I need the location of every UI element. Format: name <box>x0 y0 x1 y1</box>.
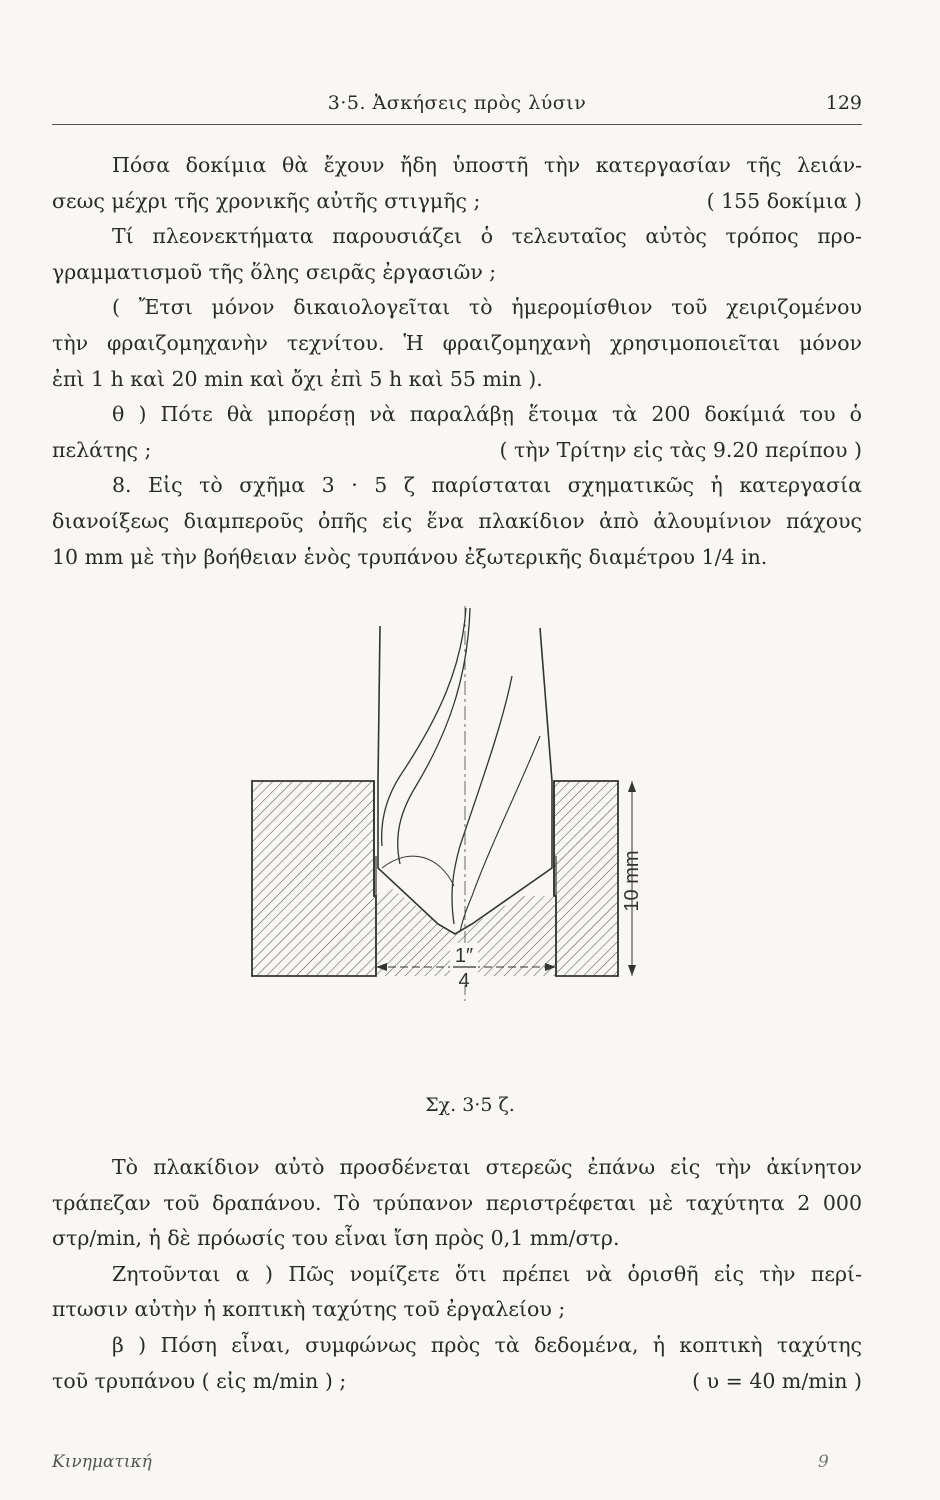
dimension-thickness: 10 mm <box>621 850 643 912</box>
text-line: σεως μέχρι τῆς χρονικῆς αὐτῆς στιγμῆς ; <box>52 188 481 213</box>
text-line: τοῦ τρυπάνου ( εἰς m/min ) ; <box>52 1368 347 1393</box>
footer-signature-mark: 9 <box>818 1452 829 1472</box>
text-block-bottom <box>52 1150 862 1399</box>
text-line: τὴν φραιζομηχανὴν τεχνίτου. Ἡ φραιζομηχανὴ χρησιμοποιεῖται μόνον <box>52 330 862 355</box>
text-line: πτωσιν αὐτὴν ἡ κοπτικὴ ταχύτης τοῦ ἐργαλείου ; <box>52 1297 566 1322</box>
text-line: Τὸ πλακίδιον αὐτὸ προσδένεται στερεῶς ἐπάνω εἰς τὴν ἀκίνητον <box>112 1155 862 1179</box>
answer-1: ( 155 δοκίμια ) <box>706 188 862 213</box>
answer-2: ( τὴν Τρίτην εἰς τὰς 9.20 περίπου ) <box>499 437 862 462</box>
figure-caption: Σχ. 3·5 ζ. <box>425 1094 515 1116</box>
text-line: γραμματισμοῦ τῆς ὅλης σειρᾶς ἐργασιῶν ; <box>52 259 497 284</box>
text-line: Πόσα δοκίμια θὰ ἔχουν ἤδη ὑποστῆ τὴν κατεργασίαν τῆς λειάν- <box>112 153 862 177</box>
aluminium-plate <box>252 781 376 976</box>
question-b: β ) Πόση εἶναι, συμφώνως πρὸς τὰ δεδομένα, ἡ κοπτικὴ ταχύτης <box>112 1332 862 1357</box>
dimension-fraction-denominator: 4 <box>458 970 470 992</box>
page-header <box>52 88 862 120</box>
text-line: πελάτης ; <box>52 437 152 462</box>
text-line: Τί πλεονεκτήματα παρουσιάζει ὁ τελευταῖος αὐτὸς τρόπος προ- <box>112 224 862 249</box>
text-line: 10 mm μὲ τὴν βοήθειαν ἑνὸς τρυπάνου ἐξωτερικῆς διαμέτρου 1/4 in. <box>52 544 768 569</box>
text-line-with-answer <box>52 184 862 220</box>
question-a: Ζητοῦνται α ) Πῶς νομίζετε ὅτι πρέπει νὰ ὁρισθῆ εἰς τὴν περί- <box>112 1261 862 1286</box>
exercise-8: 8. Εἰς τὸ σχῆμα 3 · 5 ζ παρίσταται σχηματικῶς ἡ κατεργασία <box>112 473 862 498</box>
page-number: 129 <box>825 92 862 114</box>
text-block-top <box>52 148 862 575</box>
text-line: ἐπὶ 1 h καὶ 20 min καὶ ὄχι ἐπὶ 5 h καὶ 55 min ). <box>52 366 543 391</box>
text-line-with-answer <box>52 1364 862 1400</box>
footer-book-title: Κινηματική <box>52 1452 152 1472</box>
aluminium-plate-right <box>554 781 618 976</box>
header-rule <box>52 124 862 125</box>
text-line: στρ/min, ἡ δὲ πρόωσίς του εἶναι ἴση πρὸς 0,1 mm/στρ. <box>52 1226 620 1251</box>
question-theta: θ ) Πότε θὰ μπορέσῃ νὰ παραλάβῃ ἕτοιμα τὰ 200 δοκίμιά του ὁ <box>112 402 862 427</box>
text-line-with-answer <box>52 433 862 469</box>
figure-drill-diagram <box>240 606 690 1006</box>
text-line: τράπεζαν τοῦ δραπάνου. Τὸ τρύπανον περιστρέφεται μὲ ταχύτητα 2 000 <box>52 1190 862 1215</box>
text-line: ( Ἔτσι μόνον δικαιολογεῖται τὸ ἡμερομίσθιον τοῦ χειριζομένου <box>112 295 862 320</box>
text-line: διανοίξεως διαμπεροῦς ὀπῆς εἰς ἕνα πλακίδιον ἀπὸ ἀλουμίνιον πάχους <box>52 508 862 533</box>
answer-3: ( υ = 40 m/min ) <box>692 1368 862 1393</box>
dimension-fraction-numerator: 1″ <box>454 945 474 967</box>
running-title: 3·5. Ἀσκήσεις πρὸς λύσιν <box>327 92 587 114</box>
